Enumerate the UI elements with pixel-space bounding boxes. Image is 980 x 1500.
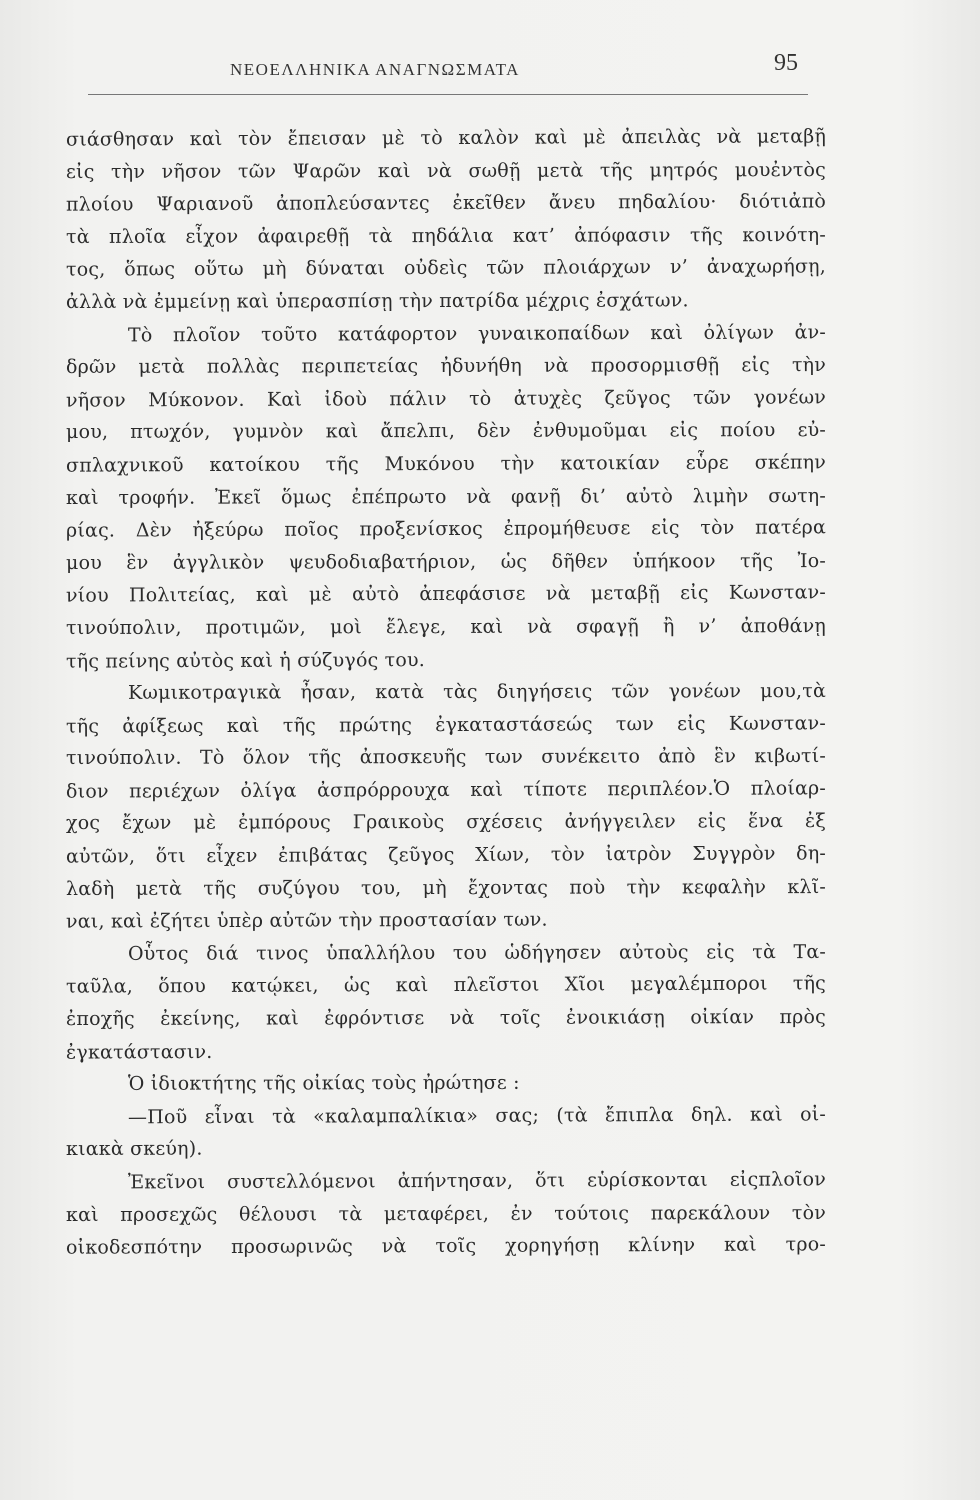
- text-line: τῆς πείνης αὐτὸς καὶ ἡ σύζυγός του.: [65, 648, 426, 673]
- page-number: 95: [774, 50, 798, 76]
- text-line: σπλαχνικοῦ κατοίκου τῆς Μυκόνου τὴν κατοικίαν εὗρε σκέπην: [65, 451, 827, 477]
- text-line: λαδὴ μετὰ τῆς συζύγου του, μὴ ἔχοντας ποὺ τὴν κεφαλὴν κλῖ-: [65, 875, 827, 900]
- text-line: καὶ προσεχῶς θέλουσι τὰ μεταφέρει, ἐν τούτοις παρεκάλουν τὸν: [65, 1201, 827, 1226]
- text-line: σιάσθησαν καὶ τὸν ἔπεισαν μὲ τὸ καλὸν καὶ μὲ ἀπειλὰς νὰ μεταβῇ: [65, 125, 827, 151]
- header-rule: [88, 94, 808, 95]
- text-line: τῆς ἀφίξεως καὶ τῆς πρώτης ἐγκαταστάσεώς των εἰς Κωνσταν-: [65, 712, 827, 738]
- text-line: Ἐκεῖνοι συστελλόμενοι ἀπήντησαν, ὅτι εὑρίσκονται εἰςπλοῖον: [127, 1168, 827, 1194]
- text-line: πλοίου Ψαριανοῦ ἀποπλεύσαντες ἐκεῖθεν ἄνευ πηδαλίου· διότιἀπὸ: [65, 190, 827, 216]
- running-title: ΝΕΟΕΛΛΗΝΙΚΑ ΑΝΑΓΝΩΣΜΑΤΑ: [230, 60, 520, 79]
- text-line: ρίας. Δὲν ἠξεύρω ποῖος προξενίσκος ἐπρομήθευσε εἰς τὸν πατέρα: [65, 516, 827, 542]
- body-text: [66, 122, 826, 1263]
- running-head: [88, 48, 808, 88]
- text-line: νίου Πολιτείας, καὶ μὲ αὐτὸ ἀπεφάσισε νὰ μεταβῇ εἰς Κωνσταν-: [65, 581, 827, 607]
- text-line: Ὁ ἰδιοκτήτης τῆς οἰκίας τοὺς ἠρώτησε :: [127, 1072, 520, 1096]
- text-line: ἐγκατάστασιν.: [65, 1040, 213, 1064]
- text-line: δρῶν μετὰ πολλὰς περιπετείας ἠδυνήθη νὰ προσορμισθῇ εἰς τὴν: [65, 354, 827, 379]
- text-line: Οὗτος διά τινος ὑπαλλήλου του ὡδήγησεν αὐτοὺς εἰς τὰ Τα-: [127, 940, 827, 965]
- text-line: μου, πτωχόν, γυμνὸν καὶ ἄπελπι, δὲν ἐνθυμοῦμαι εἰς ποίου εὐ-: [65, 419, 827, 444]
- text-line: Τὸ πλοῖον τοῦτο κατάφορτον γυναικοπαίδων καὶ ὀλίγων ἀν-: [127, 320, 827, 346]
- text-line: νῆσον Μύκονον. Καὶ ἰδοὺ πάλιν τὸ ἀτυχὲς ζεῦγος τῶν γονέων: [65, 386, 827, 412]
- text-line: ἐποχῆς ἐκείνης, καὶ ἐφρόντισε νὰ τοῖς ἐνοικιάσῃ οἰκίαν πρὸς: [65, 1006, 827, 1031]
- text-line: ναι, καὶ ἐζήτει ὑπὲρ αὐτῶν τὴν προστασίαν των.: [65, 908, 548, 933]
- text-line: μου ἓν ἀγγλικὸν ψευδοδιαβατήριον, ὡς δῆθεν ὑπήκοον τῆς Ἰο-: [65, 549, 827, 574]
- text-line: διον περιέχων ὀλίγα ἀσπρόρρουχα καὶ τίποτε περιπλέον.Ὁ πλοίαρ-: [65, 777, 827, 803]
- text-line: κιακὰ σκεύη).: [65, 1138, 203, 1161]
- text-line: οἰκοδεσπότην προσωρινῶς νὰ τοῖς χορηγήσῃ κλίνην καὶ τρο-: [65, 1233, 827, 1259]
- text-line: ἀλλὰ νὰ ἐμμείνῃ καὶ ὑπερασπίσῃ τὴν πατρίδα μέχρις ἐσχάτων.: [65, 289, 689, 313]
- text-line: εἰς τὴν νῆσον τῶν Ψαρῶν καὶ νὰ σωθῇ μετὰ τῆς μητρός μουἐντὸς: [65, 158, 827, 183]
- text-line: καὶ τροφήν. Ἐκεῖ ὅμως ἐπέπρωτο νὰ φανῇ δι’ αὐτὸ λιμὴν σωτη-: [65, 484, 827, 509]
- text-line: —Ποῦ εἶναι τὰ «καλαμπαλίκια» σας; (τὰ ἔπιπλα δηλ. καὶ οἰ-: [127, 1103, 827, 1129]
- text-line: ταῦλα, ὅπου κατῴκει, ὡς καὶ πλεῖστοι Χῖοι μεγαλέμποροι τῆς: [65, 972, 827, 999]
- text-line: χος ἔχων μὲ ἐμπόρους Γραικοὺς σχέσεις ἀνήγγειλεν εἰς ἕνα ἐξ: [65, 810, 827, 835]
- text-line: Κωμικοτραγικὰ ἦσαν, κατὰ τὰς διηγήσεις τῶν γονέων μου,τὰ: [127, 680, 827, 704]
- text-line: τος, ὅπως οὕτω μὴ δύναται οὐδεὶς τῶν πλοιάρχων ν’ ἀναχωρήσῃ,: [65, 255, 827, 282]
- text-line: αὐτῶν, ὅτι εἶχεν ἐπιβάτας ζεῦγος Χίων, τὸν ἰατρὸν Συγγρὸν δη-: [65, 842, 827, 868]
- text-line: τινούπολιν. Τὸ ὅλον τῆς ἀποσκευῆς των συνέκειτο ἀπὸ ἓν κιβωτί-: [65, 745, 827, 770]
- text-line: τὰ πλοῖα εἶχον ἀφαιρεθῇ τὰ πηδάλια κατ’ ἀπόφασιν τῆς κοινότη-: [65, 223, 827, 248]
- text-line: τινούπολιν, προτιμῶν, μοὶ ἔλεγε, καὶ νὰ σφαγῇ ἢ ν’ ἀποθάνῃ: [65, 614, 827, 639]
